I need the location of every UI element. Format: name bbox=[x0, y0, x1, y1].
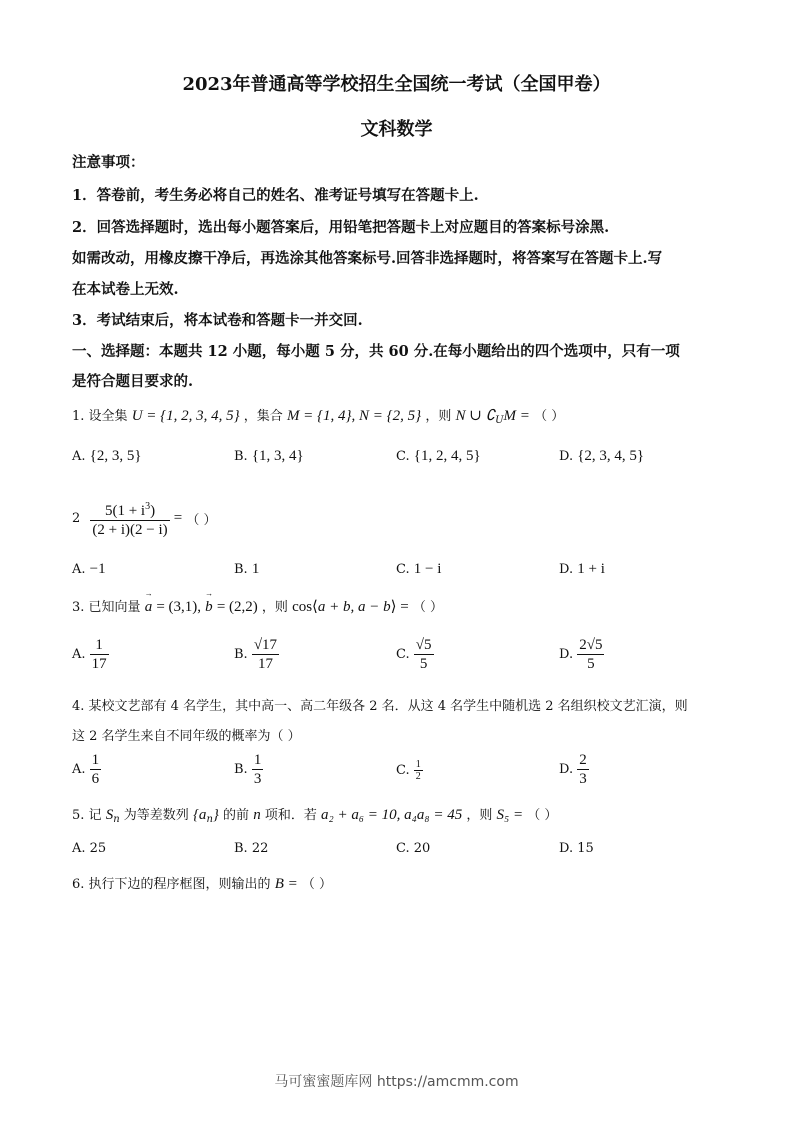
notes-heading: 注意事项： bbox=[72, 154, 145, 171]
q1-prefix: 1. 设全集 bbox=[72, 409, 128, 424]
q5-sn: S bbox=[105, 807, 114, 823]
q5-an: {a bbox=[192, 807, 207, 823]
q4-option-b bbox=[234, 751, 263, 788]
q5-option-c: C. 20 bbox=[396, 841, 431, 856]
q6-b: B = bbox=[274, 876, 298, 892]
q4-option-c bbox=[396, 759, 423, 782]
q2-numerator-sup: 3 bbox=[145, 501, 151, 512]
q4-option-c-num: 1 bbox=[415, 759, 421, 770]
q1-blank: （ ） bbox=[534, 409, 565, 424]
q3-option-d-den: 5 bbox=[587, 656, 595, 672]
q3-option-c-label: C. bbox=[396, 647, 410, 662]
q4-option-b-num: 1 bbox=[253, 752, 262, 768]
q3-option-b-fraction bbox=[252, 636, 279, 673]
q4-option-b-den: 3 bbox=[253, 771, 262, 787]
q3-cos-end: ⟩ = bbox=[390, 599, 409, 615]
note-2-end: 在本试卷上无效. bbox=[72, 281, 179, 298]
q4-option-a-fraction bbox=[90, 751, 102, 788]
q2-option-a-label: A. bbox=[72, 562, 86, 577]
q4-option-c-fraction bbox=[414, 759, 423, 782]
q1-option-d-label: D. bbox=[559, 449, 574, 464]
exam-title: 2023年普通高等学校招生全国统一考试（全国甲卷） bbox=[182, 74, 611, 95]
note-3: 3．考试结束后，将本试卷和答题卡一并交回. bbox=[72, 312, 363, 329]
q2-numerator bbox=[90, 498, 169, 521]
q2-option-a bbox=[72, 561, 106, 578]
q3-option-b-label: B. bbox=[234, 647, 248, 662]
q1-universal-set: U = {1, 2, 3, 4, 5} bbox=[131, 408, 240, 424]
q2-fraction bbox=[90, 498, 169, 539]
q5-text-1: 为等差数列 bbox=[123, 808, 189, 823]
section-heading-cont: 是符合题目要求的. bbox=[72, 373, 194, 390]
q3-vector-a-symbol: → a bbox=[145, 599, 153, 616]
q4-option-d bbox=[559, 751, 589, 788]
q4-option-d-label: D. bbox=[559, 762, 574, 777]
q1-then: ，则 bbox=[425, 409, 452, 424]
note-2-cont: 如需改动，用橡皮擦干净后，再选涂其他答案标号.回答非选择题时，将答案写在答题卡上.写 bbox=[72, 250, 663, 267]
q3-option-b-den: 17 bbox=[257, 656, 273, 672]
q1-option-c-label: C. bbox=[396, 449, 410, 464]
question-1 bbox=[72, 405, 564, 426]
q1-sets: M = {1, 4}, N = {2, 5} bbox=[286, 408, 422, 424]
question-3 bbox=[72, 596, 443, 616]
q2-option-d-label: D. bbox=[559, 562, 574, 577]
q1-option-b-label: B. bbox=[234, 449, 248, 464]
q4-option-d-den: 3 bbox=[579, 771, 587, 787]
q2-option-b bbox=[234, 561, 259, 578]
q3-vector-b-symbol: → b bbox=[205, 599, 213, 616]
q5-sn-sub: n bbox=[113, 814, 120, 825]
q3-option-a-den: 17 bbox=[91, 656, 107, 672]
q3-option-d-label: D. bbox=[559, 647, 574, 662]
q4-option-c-den: 2 bbox=[415, 771, 421, 782]
q1-option-b-value: {1, 3, 4} bbox=[251, 448, 304, 464]
q2-numerator-text: 5(1 + i bbox=[104, 503, 146, 519]
q5-an-end: } bbox=[212, 807, 219, 823]
q3-then: ，则 bbox=[261, 600, 288, 615]
q3-vector-a-value: = (3,1), bbox=[156, 599, 202, 615]
q4-option-d-fraction bbox=[577, 751, 589, 788]
q1-option-c bbox=[396, 448, 481, 465]
q2-option-c-label: C. bbox=[396, 562, 410, 577]
q4-option-b-fraction bbox=[252, 751, 264, 788]
q4-option-a bbox=[72, 751, 101, 788]
q3-blank: （ ） bbox=[412, 600, 444, 615]
q4-option-b-label: B. bbox=[234, 762, 248, 777]
q2-option-d-value: 1 + i bbox=[577, 561, 605, 577]
question-4-line-1: 4. 某校文艺部有 4 名学生，其中高一、高二年级各 2 名．从这 4 名学生中随机选 2 名组织校文艺汇演，则 bbox=[72, 699, 688, 714]
q3-option-d-num: 2√5 bbox=[579, 637, 603, 653]
q1-option-b bbox=[234, 448, 304, 465]
q1-expr: N ∪ ∁ bbox=[455, 408, 496, 424]
q5-condition: a₂ + a₆ = 10, a₄a₈ = 45 bbox=[320, 807, 463, 823]
q4-option-a-num: 1 bbox=[91, 752, 100, 768]
q2-prefix: 2 bbox=[72, 511, 81, 526]
q3-option-c-fraction bbox=[414, 636, 434, 673]
q2-blank: （ ） bbox=[186, 513, 217, 528]
q3-option-c-num: √5 bbox=[415, 637, 432, 653]
q1-option-d bbox=[559, 448, 644, 465]
q2-option-b-value: 1 bbox=[251, 561, 260, 577]
q1-mid: ，集合 bbox=[243, 409, 283, 424]
note-1: 1．答卷前，考生务必将自己的姓名、准考证号填写在答题卡上. bbox=[72, 187, 479, 204]
q1-option-a-label: A. bbox=[72, 449, 86, 464]
q3-option-a-num: 1 bbox=[90, 636, 109, 655]
q5-n: n bbox=[253, 807, 261, 823]
q6-text: 6. 执行下边的程序框图，则输出的 bbox=[72, 877, 271, 892]
q5-text-2: 的前 bbox=[223, 808, 250, 823]
q3-prefix: 3. 已知向量 bbox=[72, 600, 141, 615]
q5-text-4: ，则 bbox=[466, 808, 493, 823]
q5-prefix: 5. 记 bbox=[72, 808, 102, 823]
q5-option-b: B. 22 bbox=[234, 841, 269, 856]
section-heading: 一、选择题：本题共 12 小题，每小题 5 分，共 60 分.在每小题给出的四个选项中，只有一项 bbox=[72, 343, 680, 360]
exam-subtitle: 文科数学 bbox=[360, 119, 433, 140]
q2-option-b-label: B. bbox=[234, 562, 248, 577]
q3-option-c bbox=[396, 636, 434, 673]
q3-option-a-label: A. bbox=[72, 647, 86, 662]
question-5 bbox=[72, 804, 557, 825]
q3-option-a-fraction bbox=[90, 636, 109, 673]
q2-equals: = bbox=[173, 510, 183, 526]
q3-cos: cos⟨ bbox=[292, 599, 318, 615]
q1-option-a-value: {2, 3, 5} bbox=[89, 448, 142, 464]
q4-option-a-den: 6 bbox=[91, 771, 100, 787]
q5-an-sub: n bbox=[206, 814, 213, 825]
q5-option-d: D. 15 bbox=[559, 841, 594, 856]
q3-option-a bbox=[72, 636, 109, 673]
note-2: 2．回答选择题时，选出每小题答案后，用铅笔把答题卡上对应题目的答案标号涂黑. bbox=[72, 219, 610, 236]
q1-expr-end: M = bbox=[503, 408, 530, 424]
q2-numerator-end: ) bbox=[150, 503, 156, 519]
q6-blank: （ ） bbox=[301, 877, 333, 892]
footer-watermark: 马可蜜蜜题库网 https://amcmm.com bbox=[274, 1074, 519, 1090]
q3-option-c-den: 5 bbox=[419, 656, 428, 672]
q1-expr-sub: U bbox=[495, 415, 504, 426]
q3-vector-b-value: = (2,2) bbox=[216, 599, 258, 615]
q5-s5: S₅ = bbox=[496, 807, 524, 823]
q2-option-a-value: −1 bbox=[89, 561, 106, 577]
q3-option-d bbox=[559, 636, 604, 673]
q1-option-d-value: {2, 3, 4, 5} bbox=[577, 448, 645, 464]
q2-option-c bbox=[396, 561, 441, 578]
question-6 bbox=[72, 873, 332, 893]
q3-option-b-num: √17 bbox=[253, 637, 278, 653]
q2-option-c-value: 1 − i bbox=[413, 561, 442, 577]
question-4-line-2: 这 2 名学生来自不同年级的概率为（ ） bbox=[72, 729, 301, 744]
q2-denominator: (2 + i)(2 − i) bbox=[92, 522, 168, 538]
question-2 bbox=[72, 498, 217, 539]
q5-option-a: A. 25 bbox=[72, 841, 107, 856]
q1-option-c-value: {1, 2, 4, 5} bbox=[413, 448, 481, 464]
q1-option-a bbox=[72, 448, 142, 465]
q3-option-b bbox=[234, 636, 279, 673]
q3-cos-args: a + b, a − b bbox=[317, 599, 391, 615]
q4-option-d-num: 2 bbox=[579, 752, 587, 768]
q4-option-a-label: A. bbox=[72, 762, 86, 777]
q4-option-c-label: C. bbox=[396, 763, 410, 778]
q5-text-3: 项和．若 bbox=[264, 808, 317, 823]
q2-option-d bbox=[559, 561, 605, 578]
q5-blank: （ ） bbox=[527, 808, 558, 823]
q3-option-d-fraction bbox=[577, 636, 604, 673]
